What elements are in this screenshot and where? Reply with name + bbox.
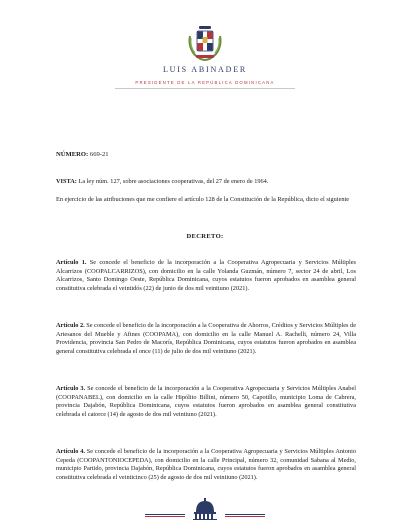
coat-of-arms-icon [186,22,224,62]
article-3 [56,385,356,419]
decree-number-value: 669-21 [89,151,109,158]
article-2 [56,322,356,356]
footer-line-right-red [225,516,265,517]
national-palace-dome-icon [190,498,220,520]
header-divider [115,88,295,89]
article-1 [56,259,356,293]
vista-label: VISTA: [56,178,77,185]
article-text: Se concede el beneficio de la incorporación a la Cooperativa Agropecuaria y Servicios Múltiples Alcarrizos (COOPALCARRIZOS), con domicilio en la calle Yolanda Guzmán, número 7, sector 24 de abril, Los Alcarrizos, Santo Domingo Oeste, República Dominicana, cuyos estatutos fueron aprobados en asamblea general constitutiva celebrada el veintidós (22) de junio de dos mil veintiuno (2021). [56,259,356,292]
vista-text: La ley núm. 127, sobre asociaciones cooperativas, del 27 de enero de 1964. [78,178,269,185]
preamble-paragraph: En ejercicio de las atribuciones que me confiere el artículo 128 de la Constitución de la República, dicto el siguiente [56,196,350,203]
vista-paragraph [56,178,356,187]
president-name: LUIS ABINADER [162,65,248,74]
decreto-heading: DECRETO: [186,233,224,240]
article-text: Se concede el beneficio de la incorporación a la Cooperativa de Ahorros, Créditos y Servicios Múltiples de Artesanos del Mueble y Afines (COOPAMA), con domicilio en la calle Manuel A. Rachelli, número 24, Villa Providencia, provincia San Pedro de Macorís, República Dominicana, cuyos estatutos fueron aprobados en asamblea general constitutiva celebrada el once (11) de julio de dos mil veintiuno (2021). [56,322,356,355]
decree-number [56,151,109,158]
article-label: Artículo 4. [56,448,85,455]
president-title: PRESIDENTE DE LA REPÚBLICA DOMINICANA [135,80,275,85]
article-4 [56,448,356,482]
article-text: Se concede el beneficio de la incorporación a la Cooperativa Agropecuaria y Servicios Múltiples Antonio Cepeda (COOPANTONIOCEPEDA), con domicilio en la calle Principal, número 32, comunidad Sabana al Medio, municipio Partido, provincia Dajabón, República Dominicana, cuyos estatutos fueron aprobados en asamblea general constitutiva celebrada el veinticinco (25) de agosto de dos mil veintiuno (2021). [56,448,356,481]
article-text: Se concede el beneficio de la incorporación a la Cooperativa Agropecuaria y Servicios Múltiples Anabel (COOPANABEL), con domicilio en la calle Hipólito Billini, número 50, Capotillo, municipio Loma de Cabrera, provincia Dajabón, República Dominicana, cuyos estatutos fueron aprobados en asamblea general constitutiva celebrada el catorce (14) de agosto de dos mil veintiuno (2021). [56,385,356,418]
article-label: Artículo 1. [56,259,87,266]
decree-number-label: NÚMERO: [56,151,89,158]
article-label: Artículo 3. [56,385,86,392]
article-label: Artículo 2. [56,322,85,329]
footer-line-right [225,514,265,515]
footer-line-left [145,514,185,515]
footer-line-left-red [145,516,185,517]
